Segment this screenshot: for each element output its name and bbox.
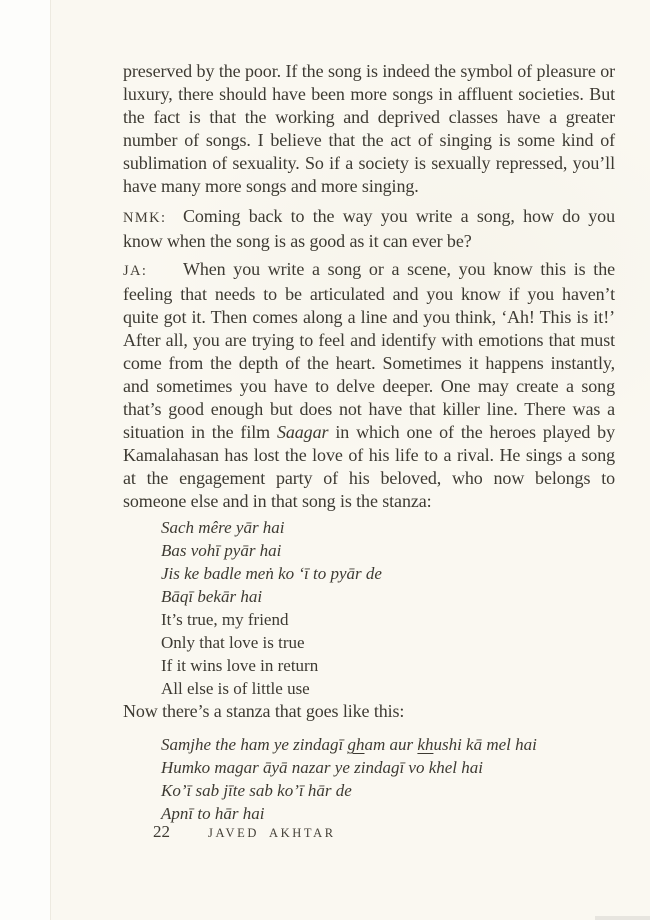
dialogue-ja-text: When you write a song or a scene, you know this is the feeling that needs to be articulated and you know if you haven’t quite got it. Then comes along a line and you think, ‘Ah! This is it!’ After all, you are trying to feel and identify with emotions that must come from the depth of the heart. Sometimes it happens instantly, and sometimes you have to delve deeper. One may create a song that’s good enough but does not have that killer line. There was a situation in the film Saagar in which one of the heroes played by Kamalahasan has lost the love of his life to a rival. He sings a song at the engagement party of his beloved, who now belongs to someone else and in that song is the stanza: <box>123 259 615 511</box>
hindi-verse-2 <box>161 733 650 825</box>
verse-line: Ko’ī sab jīte sab ko’ī hār de <box>161 781 352 800</box>
dialogue-ja <box>123 258 615 513</box>
running-title: JAVED AKHTAR <box>208 826 336 840</box>
dialogue-nmk <box>123 205 615 253</box>
stanza-intro: Now there’s a stanza that goes like this: <box>123 701 405 721</box>
dialogue-nmk-text: Coming back to the way you write a song, how do you know when the song is as good as it can ever be? <box>123 206 615 251</box>
lead-paragraph: preserved by the poor. If the song is indeed the symbol of pleasure or luxury, there should have been more songs in affluent societies. But the fact is that the working and deprived classes have a greater number of songs. I believe that the act of singing is some kind of sublimation of sexuality. So if a society is sexually repressed, you’ll have many more songs and more singing. <box>123 61 615 196</box>
verse-line: Bas vohī pyār hai <box>161 541 282 560</box>
verse-line: Bāqī bekār hai <box>161 587 263 606</box>
verse-line: Humko magar āyā nazar ye zindagī vo khel hai <box>161 758 484 777</box>
scan-corner-shadow <box>595 916 650 920</box>
speaker-label-ja: JA: <box>123 263 148 279</box>
verse-line: All else is of little use <box>161 679 310 698</box>
verse-line: Jis ke badle meṅ ko ‘ī to pyār de <box>161 564 382 583</box>
page-footer <box>123 822 615 842</box>
verse-line: It’s true, my friend <box>161 610 289 629</box>
scan-left-margin <box>0 0 51 920</box>
english-translation-verse <box>161 608 650 700</box>
verse-line: If it wins love in return <box>161 656 319 675</box>
hindi-verse-1 <box>161 516 650 608</box>
page-number: 22 <box>153 822 170 841</box>
verse-line: Apnī to hār hai <box>161 804 265 823</box>
verse-line: Only that love is true <box>161 633 305 652</box>
verse-line: Sach mêre yār hai <box>161 518 285 537</box>
verse-line: Samjhe the ham ye zindagī gham aur khushi kā mel hai <box>161 735 537 754</box>
speaker-label-nmk: NMK: <box>123 210 167 226</box>
